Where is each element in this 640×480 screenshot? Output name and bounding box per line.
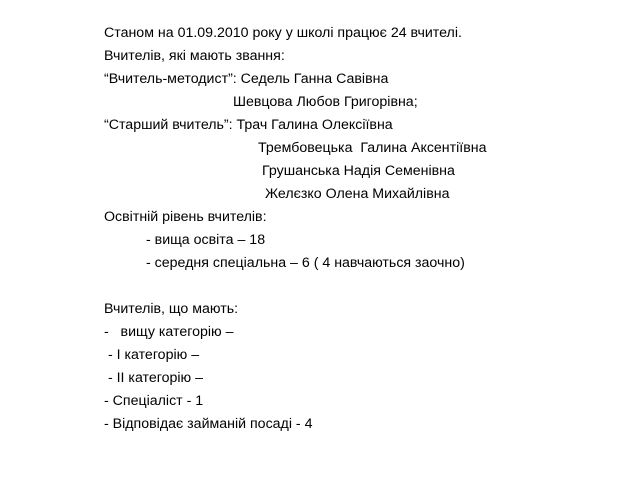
category-item: - вищу категорію – xyxy=(104,324,234,340)
senior-name: Желєзко Олена Михайлівна xyxy=(265,186,450,202)
education-item: - середня спеціальна – 6 ( 4 навчаються заочно) xyxy=(146,255,465,271)
senior-name: Грушанська Надія Семенівна xyxy=(262,163,455,179)
titled-heading: Вчителів, які мають звання: xyxy=(104,48,285,64)
senior-name: Трембовецька Галина Аксентіївна xyxy=(258,140,487,156)
education-item: - вища освіта – 18 xyxy=(146,232,266,248)
category-item: - Спеціаліст - 1 xyxy=(104,393,204,409)
category-item: - I категорію – xyxy=(104,347,200,363)
category-item: - Відповідає займаній посаді - 4 xyxy=(104,416,313,432)
methodist-label: “Вчитель-методист”: Седель Ганна Савівна xyxy=(104,71,389,87)
categories-heading: Вчителів, що мають: xyxy=(104,301,239,317)
education-heading: Освітній рівень вчителів: xyxy=(104,209,267,225)
senior-label: “Старший вчитель”: Трач Галина Олексіївна xyxy=(104,117,393,133)
methodist-name: Шевцова Любов Григорівна; xyxy=(233,94,418,110)
category-item: - II категорію – xyxy=(104,370,204,386)
intro-line: Станом на 01.09.2010 року у школі працює 24 вчителі. xyxy=(104,25,462,41)
